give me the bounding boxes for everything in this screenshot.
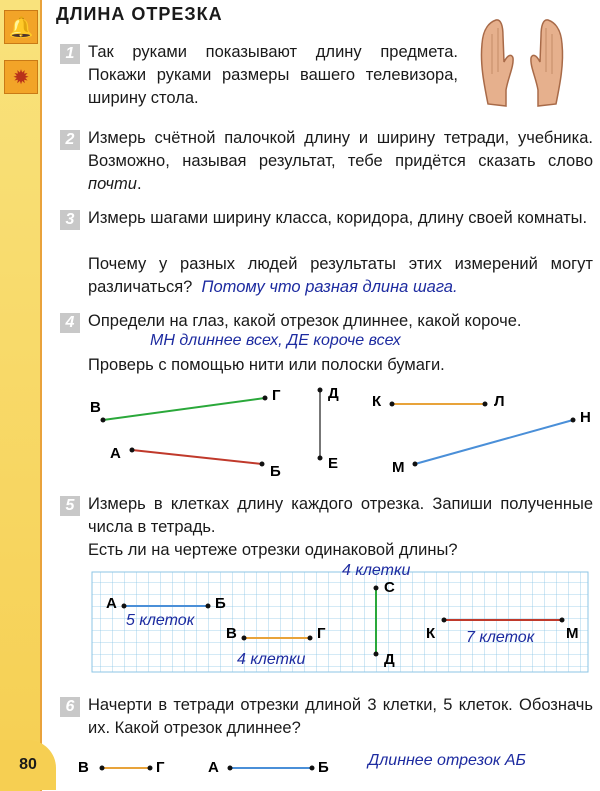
label-g: Г — [272, 387, 281, 404]
label-m: М — [392, 459, 405, 476]
point — [318, 456, 323, 461]
point — [263, 396, 268, 401]
star-icon: ✹ — [4, 60, 38, 94]
segment-vg — [103, 398, 265, 420]
task-3-text-line1: Измерь шагами ширину класса, коридора, длину своей комнаты. — [88, 209, 588, 227]
task-number-6: 6 — [60, 697, 80, 717]
answer-vg: 4 клетки — [237, 651, 306, 668]
task-3-answer: Потому что разная длина шага. — [201, 278, 458, 296]
point — [130, 448, 135, 453]
label-n: Н — [580, 409, 591, 426]
label-a: А — [106, 595, 117, 612]
bell-icon: 🔔 — [4, 10, 38, 44]
label-v: В — [78, 759, 89, 776]
label-a: А — [208, 759, 219, 776]
answer-km: 7 клеток — [466, 629, 535, 646]
task-5-text-line2: Есть ли на чертеже отрезки одинаковой длины? — [88, 541, 458, 559]
page-margin — [0, 0, 40, 791]
label-l: Л — [494, 393, 505, 410]
point — [374, 586, 379, 591]
task-4-segments — [80, 380, 600, 480]
point — [308, 636, 313, 641]
label-d: Д — [328, 385, 339, 402]
point — [483, 402, 488, 407]
label-g: Г — [317, 625, 326, 642]
task-number-2: 2 — [60, 130, 80, 150]
point — [571, 418, 576, 423]
label-m: М — [566, 625, 579, 642]
task-number-5: 5 — [60, 496, 80, 516]
task-6-answer: Длиннее отрезок АБ — [368, 752, 526, 769]
segment-mn — [415, 420, 573, 464]
point — [228, 766, 233, 771]
label-k: К — [372, 393, 382, 410]
label-d: Д — [384, 651, 395, 668]
page-title: ДЛИНА ОТРЕЗКА — [56, 4, 223, 24]
task-2-text-end: . — [136, 175, 142, 193]
task-4-text-line2: Проверь с помощью нити или полоски бумаги. — [88, 356, 445, 374]
task-4-text-line1: Определи на глаз, какой отрезок длиннее, какой короче. — [88, 312, 522, 330]
point — [413, 462, 418, 467]
task-3-text-line2 — [88, 253, 593, 299]
answer-ab: 5 клеток — [126, 612, 195, 629]
label-s: С — [384, 579, 395, 596]
task-number-3: 3 — [60, 210, 80, 230]
label-a: А — [110, 445, 121, 462]
task-5-text-line1: Измерь в клетках длину каждого отрезка. Запиши полученные числа в тетрадь. — [88, 495, 593, 536]
task-6-segments — [72, 746, 362, 782]
label-g: Г — [156, 759, 165, 776]
label-b: Б — [318, 759, 329, 776]
point — [374, 652, 379, 657]
point — [442, 618, 447, 623]
point — [206, 604, 211, 609]
point — [242, 636, 247, 641]
label-e: Е — [328, 455, 339, 472]
segment-ab — [132, 450, 262, 464]
point — [100, 766, 105, 771]
point — [260, 462, 265, 467]
task-4-answer: МН длиннее всех, ДЕ короче всех — [150, 332, 401, 349]
task-number-1: 1 — [60, 44, 80, 64]
task-1-text: Так руками показывают длину предмета. Покажи руками размеры вашего телевизора, ширину стола. — [88, 43, 458, 107]
label-v: В — [90, 399, 101, 416]
point — [560, 618, 565, 623]
hands-icon — [470, 14, 582, 110]
point — [390, 402, 395, 407]
task-2-italic-word: почти — [88, 175, 137, 193]
label-k: К — [426, 625, 436, 642]
point — [318, 388, 323, 393]
point — [101, 418, 106, 423]
margin-line — [40, 0, 42, 791]
task-2-text-main: Измерь счётной палочкой длину и ширину тетради, учебника. Возможно, называя результат, тебе придётся сказать слово — [88, 129, 593, 170]
task-6-text: Начерти в тетради отрезки длиной 3 клетки, 5 клеток. Обозначь их. Какой отрезок длиннее? — [88, 696, 593, 737]
task-2-text — [88, 127, 593, 196]
label-b: Б — [270, 463, 281, 480]
label-b: Б — [215, 595, 226, 612]
page-number: 80 — [0, 740, 56, 790]
label-v: В — [226, 625, 237, 642]
task-3-question: Почему у разных людей результаты этих измерений могут различаться? — [88, 255, 593, 296]
task-number-4: 4 — [60, 313, 80, 333]
point — [148, 766, 153, 771]
point — [122, 604, 127, 609]
answer-sd: 4 клетки — [342, 562, 411, 579]
point — [310, 766, 315, 771]
